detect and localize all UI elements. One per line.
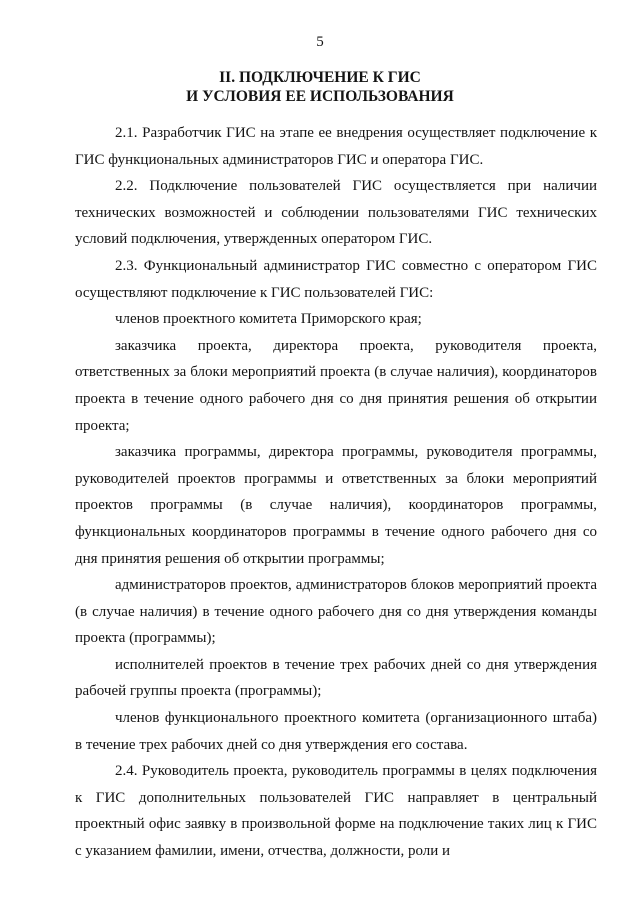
section-heading-line-2: И УСЛОВИЯ ЕЕ ИСПОЛЬЗОВАНИЯ: [186, 88, 454, 105]
list-item-functional-committee: членов функционального проектного комитета (организационного штаба) в течение трех рабочих дней со дня утверждения его состава.: [75, 710, 597, 753]
paragraph-2-3: 2.3. Функциональный администратор ГИС совместно с оператором ГИС осуществляют подключение к ГИС пользователей ГИС:: [75, 257, 597, 301]
list-item-project-administrators: администраторов проектов, администраторов блоков мероприятий проекта (в случае наличия) в течение одного рабочего дня со дня утверждения команды проекта (программы);: [75, 577, 597, 647]
list-item-program-customer: заказчика программы, директора программы, руководителя программы, руководителей проектов программы и ответственных за блоки мероприятий проектов программы (в случае наличия), координаторов программы, функциональных координаторов программы в течение одного рабочего дня со дня принятия решения об открытии программы;: [75, 444, 597, 567]
section-heading: [60, 68, 580, 106]
list-item-committee-members: членов проектного комитета Приморского края;: [115, 311, 422, 328]
list-item-project-customer: заказчика проекта, директора проекта, руководителя проекта, ответственных за блоки мероприятий проекта (в случае наличия), координаторов проекта в течение одного рабочего дня со дня принятия решения об открытии проекта;: [75, 337, 597, 434]
paragraph-2-4: 2.4. Руководитель проекта, руководитель программы в целях подключения к ГИС дополнительных пользователей ГИС направляет в центральный проектный офис заявку в произвольной форме на подключение таких лиц к ГИС с указанием фамилии, имени, отчества, должности, роли и: [75, 763, 597, 860]
document-body: [75, 120, 597, 865]
section-heading-line-1: II. ПОДКЛЮЧЕНИЕ К ГИС: [219, 69, 421, 86]
paragraph-2-1: 2.1. Разработчик ГИС на этапе ее внедрения осуществляет подключение к ГИС функциональных администраторов ГИС и оператора ГИС.: [75, 125, 597, 168]
paragraph-2-2: 2.2. Подключение пользователей ГИС осуществляется при наличии технических возможностей и соблюдении пользователями ГИС технических условий подключения, утвержденных оператором ГИС.: [75, 178, 597, 248]
list-item-project-executors: исполнителей проектов в течение трех рабочих дней со дня утверждения рабочей группы проекта (программы);: [75, 656, 597, 700]
page-number: 5: [316, 34, 324, 50]
